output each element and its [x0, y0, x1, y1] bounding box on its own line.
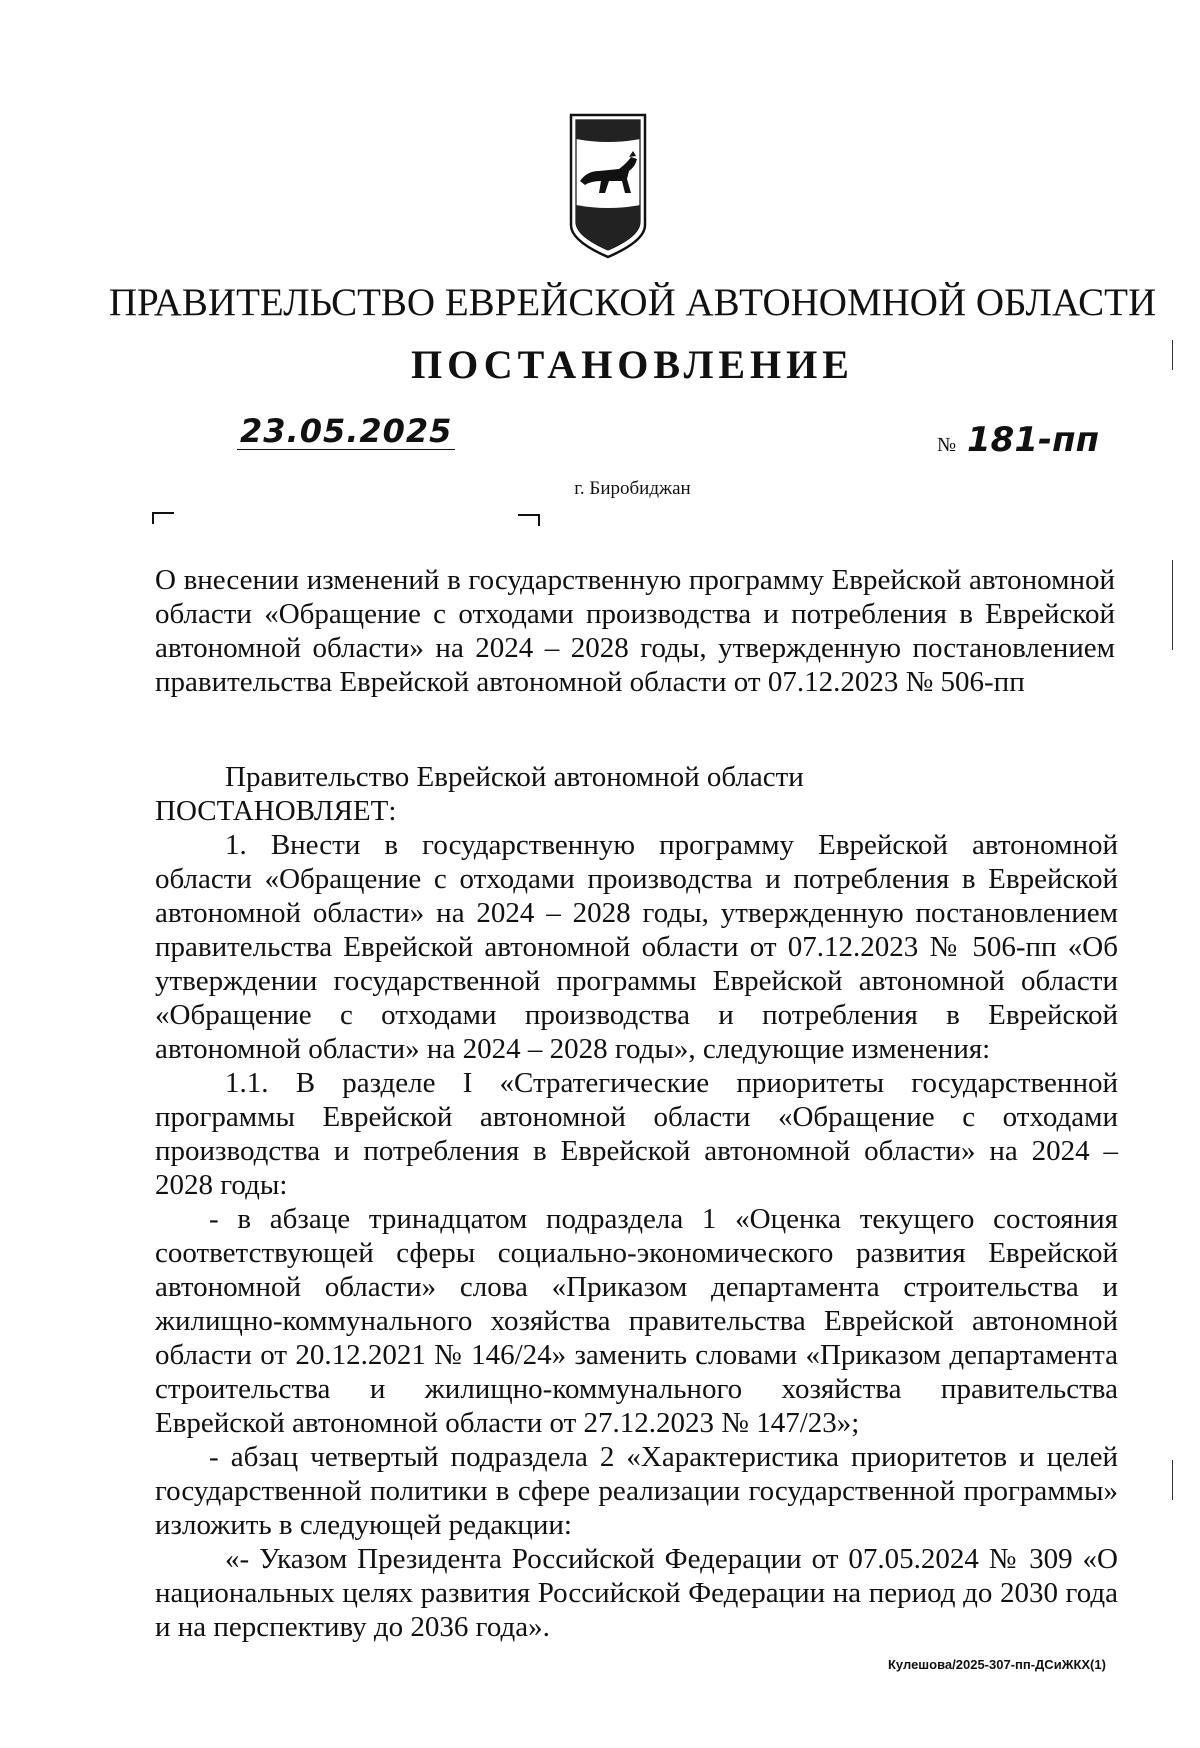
body-paragraph: - в абзаце тринадцатом подраздела 1 «Оценка текущего состояния соответствующей сферы социально-экономического развития Еврейской автономной области» слова «Приказом департамента строительства и жилищно-коммунального хозяйства правительства Еврейской автономной области от 20.12.2021 № 146/24» заменить словами «Приказом департамента строительства и жилищно-коммунального хозяйства правительства Еврейской автономной области от 27.12.2023 № 147/23»; [155, 1203, 1118, 1439]
body-paragraph: 1. Внести в государственную программу Еврейской автономной области «Обращение с отходами производства и потребления в Еврейской автономной области» на 2024 – 2028 годы, утвержденную постановлением правительства Еврейской автономной области от 07.12.2023 № 506-пп «Об утверждении государственной программы Еврейской автономной области «Обращение с отходами производства и потребления в Еврейской автономной области» на 2024 – 2028 годы», следующие изменения: [155, 829, 1118, 1065]
left-corner-bracket [152, 512, 174, 524]
body-paragraph: 1.1. В разделе I «Стратегические приоритеты государственной программы Еврейской автономной области «Обращение с отходами производства и потребления в Еврейской автономной области» на 2024 – 2028 годы: [155, 1067, 1118, 1201]
footer-reference: Кулешова/2025-307-пп-ДСиЖКХ(1) [888, 1657, 1106, 1672]
scan-edge-mark [1172, 560, 1173, 650]
document-subject: О внесении изменений в государственную программу Еврейской автономной области «Обращение с отходами производства и потребления в Еврейской автономной области» на 2024 – 2028 годы, утвержденную постановлением правительства Еврейской автономной области от 07.12.2023 № 506-пп [155, 564, 1115, 698]
preamble-line: Правительство Еврейской автономной области [225, 761, 804, 793]
handwritten-date: 23.05.2025 [240, 412, 453, 450]
document-type-title: ПОСТАНОВЛЕНИЕ [411, 342, 854, 387]
document-body [155, 760, 1118, 1644]
handwritten-number: 181-пп [967, 420, 1100, 460]
government-title: ПРАВИТЕЛЬСТВО ЕВРЕЙСКОЙ АВТОНОМНОЙ ОБЛАСТИ [108, 281, 1157, 324]
number-label: № [937, 434, 957, 456]
coat-of-arms-emblem [567, 113, 649, 259]
resolves-line: ПОСТАНОВЛЯЕТ: [155, 795, 397, 827]
scan-edge-mark [1172, 1460, 1173, 1500]
body-paragraph: «- Указом Президента Российской Федерации от 07.05.2024 № 309 «О национальных целях развития Российской Федерации на период до 2030 года и на перспективу до 2036 года». [155, 1543, 1118, 1643]
city-name: г. Биробиджан [574, 478, 691, 499]
date-underline [237, 449, 455, 450]
body-paragraph: - абзац четвертый подраздела 2 «Характеристика приоритетов и целей государственной политики в сфере реализации государственной программы» изложить в следующей редакции: [155, 1441, 1118, 1541]
right-corner-bracket [518, 514, 540, 526]
scan-edge-mark [1172, 340, 1173, 370]
